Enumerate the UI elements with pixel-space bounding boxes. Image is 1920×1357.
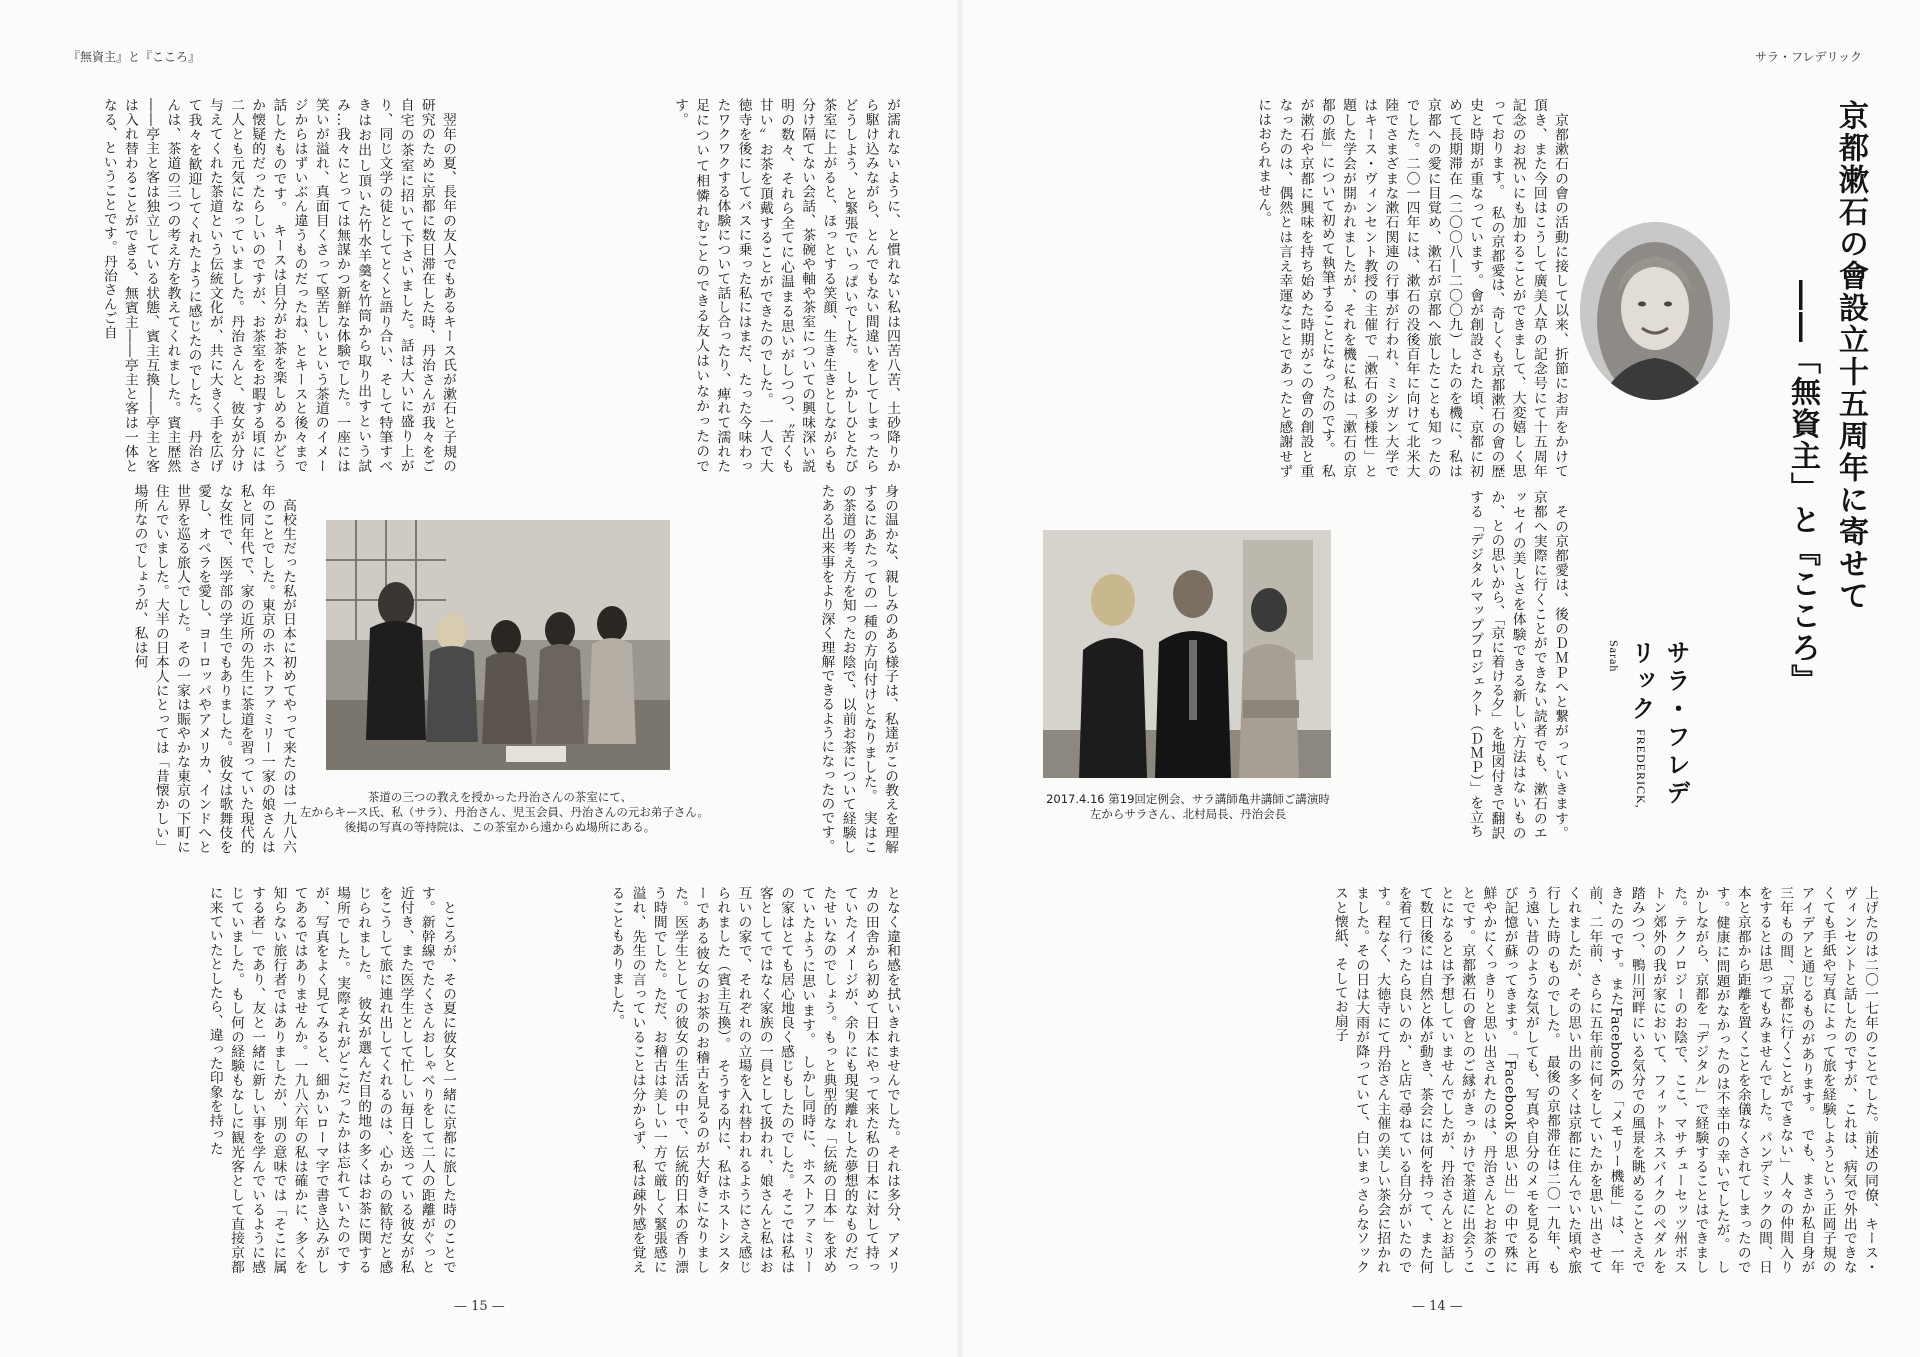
author-portrait	[1580, 222, 1730, 400]
photo-tea-room-caption: 茶道の三つの教えを授かった丹治さんの茶室にて、 左からキース氏、私（サラ）、丹治さん、児玉会員、丹治さんの元お弟子さん。 後掲の写真の等持院は、この茶室から遠からぬ場所にある。	[300, 790, 710, 834]
photo-regular-meeting-caption: 2017.4.16 第19回定例会、サラ講師亀井講師ご講演時 左からサラさん、北村局長、丹治会長	[1046, 792, 1330, 821]
article-title	[1754, 100, 1874, 720]
p15-text-bottom-right: となく違和感を拭いきれませんでした。それは多分、アメリカの田舎から初めて日本にやって来た私の日本に対して持っていたイメージが、余りにも現実離れした夢想的なものだったせいなのでしょう。もっと典型的な「伝統の日本」を求めていたように思います。 しかし同時に、ホストファミリーの家はとても居心地良く感じもしたのでした。そこでは私は客としてではなく家族の一員として扱われ、娘さんと私はお互いの家で、それぞれの立場を入れ替われるようにさえ感じられました（賓主互換）。 そうする内に、私はホストシスターである彼女のお茶のお稽古を見るのが大好きになりました。医学生としての彼女の生活の中で、伝統的日本の香り漂う時間でした。ただ、お稽古は美しい一方で厳しく緊張感に溢れ、先生の言っていることは分からず、私は疎外感を覚えることもありました。	[608, 886, 900, 1274]
author-byline	[1607, 640, 1694, 820]
page-number-14: — 14 —	[1412, 1299, 1463, 1314]
title-line-1: 京都漱石の會設立十五周年に寄せて	[1833, 100, 1868, 612]
p14-text-top: 京都漱石の會の活動に接して以来、折節にお声をかけて頂き、また今回はこうして廣美人草の記念号にて十五周年記念のお祝いにも加わることができまして、大変嬉しく思っております。 私の京都愛は、奇しくも京都漱石の會の歴史と時期が重なっています。會が創設された頃、京都に初めて長期滞在（二〇〇八―二〇〇九）したのを機に、私は京都への愛に目覚め、漱石が京都へ旅したことも知ったのでした。二〇一四年には、漱石の没後百年に向けて北米大陸でさまざまな漱石関連の行事が行われ、ミシガン大学ではキース・ヴィンセント教授の主催で「漱石の多様性」と題した学会が開かれましたが、それを機に私は「漱石の京都の旅」について初めて執筆することになったのです。 私が漱石や京都に興味を持ち始めた時期がこの會の創設と重なったのは、偶然とは言え幸運なことであったと感謝せずにはおられません。	[1255, 98, 1568, 478]
p15-text-middle-left: 高校生だった私が日本に初めてやって来たのは一九八六年のことでした。東京のホストファミリー一家の娘さんは私と同年代で、家の近所の先生に茶道を習っていた現代的な女性で、医学部の学生でもありました。彼女は歌舞伎を愛し、オペラを愛し、ヨーロッパやアメリカ、インドへと世界を巡る旅人でした。その一家は賑やかな東京の下町に住んでいました。大半の日本人にとっては「昔懐かしい」場所なのでしょうが、私は何	[131, 484, 296, 854]
page-gutter	[958, 0, 962, 1357]
author-name-jp: サラ・フレデリック	[1627, 640, 1691, 808]
running-head-left: 『無資主』と『こころ』	[68, 50, 201, 64]
photo-tea-room	[326, 520, 670, 770]
title-line-2: ――「無資主」と『こころ』	[1785, 280, 1820, 696]
p15-text-middle-right: 身の温かな、親しみのある様子は、私達がこの教えを理解するにあたっての一種の方向付けとなりました。 実はこの茶道の考え方を知ったお陰で、以前お茶について経験したある出来事をより深く理解できるようになったのです。	[818, 484, 898, 854]
p15-text-bottom-left: ところが、その夏に彼女と一緒に京都に旅した時のことです。新幹線でたくさんおしゃべりをして二人の距離がぐっと近付き、また医学生として忙しい毎日を送っている彼女が私をこうして旅に連れ出してくれるのは、心からの歓待だと感じられました。 彼女が選んだ目的地の多くはお茶に関する場所でした。実際それがどこだったかは忘れていたのですが、写真をよく見てみると、細かいローマ字で書き込みがしてあるではありませんか。一九八六年の私は確かに、多くを知らない旅行者ではありましたが、別の意味では「そこに属する者」であり、友と一緒に新しい事を学んでいるように感じていました。もし何の経験もなしに観光客として直接京都に来ていたとしたら、違った印象を持った	[206, 886, 456, 1274]
page-number-15: — 15 —	[454, 1299, 505, 1314]
p15-text-top-left: 翌年の夏、長年の友人でもあるキース氏が漱石と子規の研究のために京都に数日滞在した時、丹治さんが我々をご自宅の茶室に招いて下さいました。話は大いに盛り上がり、同じ文学の徒としてとくと語り合い、そして特筆すべきはお出し頂いた竹水羊羹を竹筒から取り出すという試み…我々にとっては無謀かつ新鮮な体験でした。一座には笑いが溢れ、真面目くさって堅苦しいという茶道のイメージからはずいぶん違うものだったね、とキースと後々まで話したものです。 キースは自分がお茶を楽しめるかどうか懐疑的だったらしいのですが、お茶室をお暇する頃には二人とも元気になっていました。丹治さんと、彼女が分け与えてくれた茶道という伝統文化が、共に大きく手を広げて我々を歓迎してくれたように感じたのでした。 丹治さんは、茶道の三つの考え方を教えてくれました。賓主歴然――亭主と客は独立している状態、賓主互換――亭主と客は入れ替わることができる、無賓主――亭主と客は一体となる、ということです。丹治さんご自	[100, 98, 456, 473]
p15-text-top-right: が濡れないように、と慣れない私は四苦八苦、土砂降りから駆け込みながら、とんでもない間違いをしてしまったらどうしよう、と緊張でいっぱいでした。 しかしひとたび茶室に上がると、ほっとする笑顔、生き生きとしながらも分け隔てない会話、茶碗や軸や茶室についての興味深い説明の数々、それら全てに心温まる思いがしつつ、〝苦くも甘い〟お茶を頂戴することができたのでした。 一人で大徳寺を後にしてバスに乗った私にはまだ、たった今味わったワクワクする体験について話し合ったり、痺れて濡れた足について相憐れむことのできる友人はいなかったのです。	[671, 98, 900, 473]
running-head-right: サラ・フレデリック	[1754, 50, 1862, 64]
photo-regular-meeting	[1043, 530, 1331, 778]
author-name-en: FREDERICK, Sarah	[1607, 640, 1648, 809]
p14-text-middle: その京都愛は、後のＤＭＰへと繋がっていきます。京都へ実際に行くことができない読者でも、漱石のエッセイの美しさを体験できる新しい方法はないものか、との思いから、「京に着ける夕」を地図付きで翻訳する「デジタルマッププロジェクト（ＤＭＰ）」を立ち	[1467, 490, 1568, 840]
p14-text-bottom: 上げたのは二〇一七年のことでした。前述の同僚、キース・ヴィンセントと話したのですが、これは、病気で外出できなくても手紙や写真によって旅を経験しようという正岡子規のアイデアと通じるものがあります。 でも、まさか私自身が三年もの間、「京都に行くことができない」人々の仲間入りをするとは思ってもみませんでした。パンデミックの間、日本と京都から距離を置くことを余儀なくされてしまったのです。健康に問題がなかったのは不幸中の幸いでしたが。 しかしながら、京都を「デジタル」で経験することはできました。テクノロジーのお陰で、ここ、マサチューセッツ州ボストン郊外の我が家において、フィットネスバイクのペダルを踏みつつ、鴨川河畔にいる気分での風景を眺めることさえできたのです。またFacebookの「メモリー機能」は、一年前、二年前、さらに五年前に何をしていたかを思い出させてくれましたが、その思い出の多くは京都に住んでいた頃や旅行した時のものでした。 最後の京都滞在は二〇一九年、もう遠い昔のような気がしても、写真や自分のメモを見ると再び記憶が蘇ってきます。 「Facebookの思い出」の中で殊に鮮やかにくっきりと思い出されたのは、丹治さんとお茶のことです。京都漱石の會とのご縁がきっかけで茶道に出会うことになるとは予想していませんでしたが、丹治さんとお話して数日後には自然と体が動き、茶会には何を持って、また何を着て行ったら良いのか、と店で尋ねている自分がいたのです。程なく、大徳寺にて丹治さん主催の美しい茶会に招かれました。その日は大雨が降っていて、白いまっさらなソックスと懐紙、そしてお扇子	[1331, 886, 1878, 1274]
